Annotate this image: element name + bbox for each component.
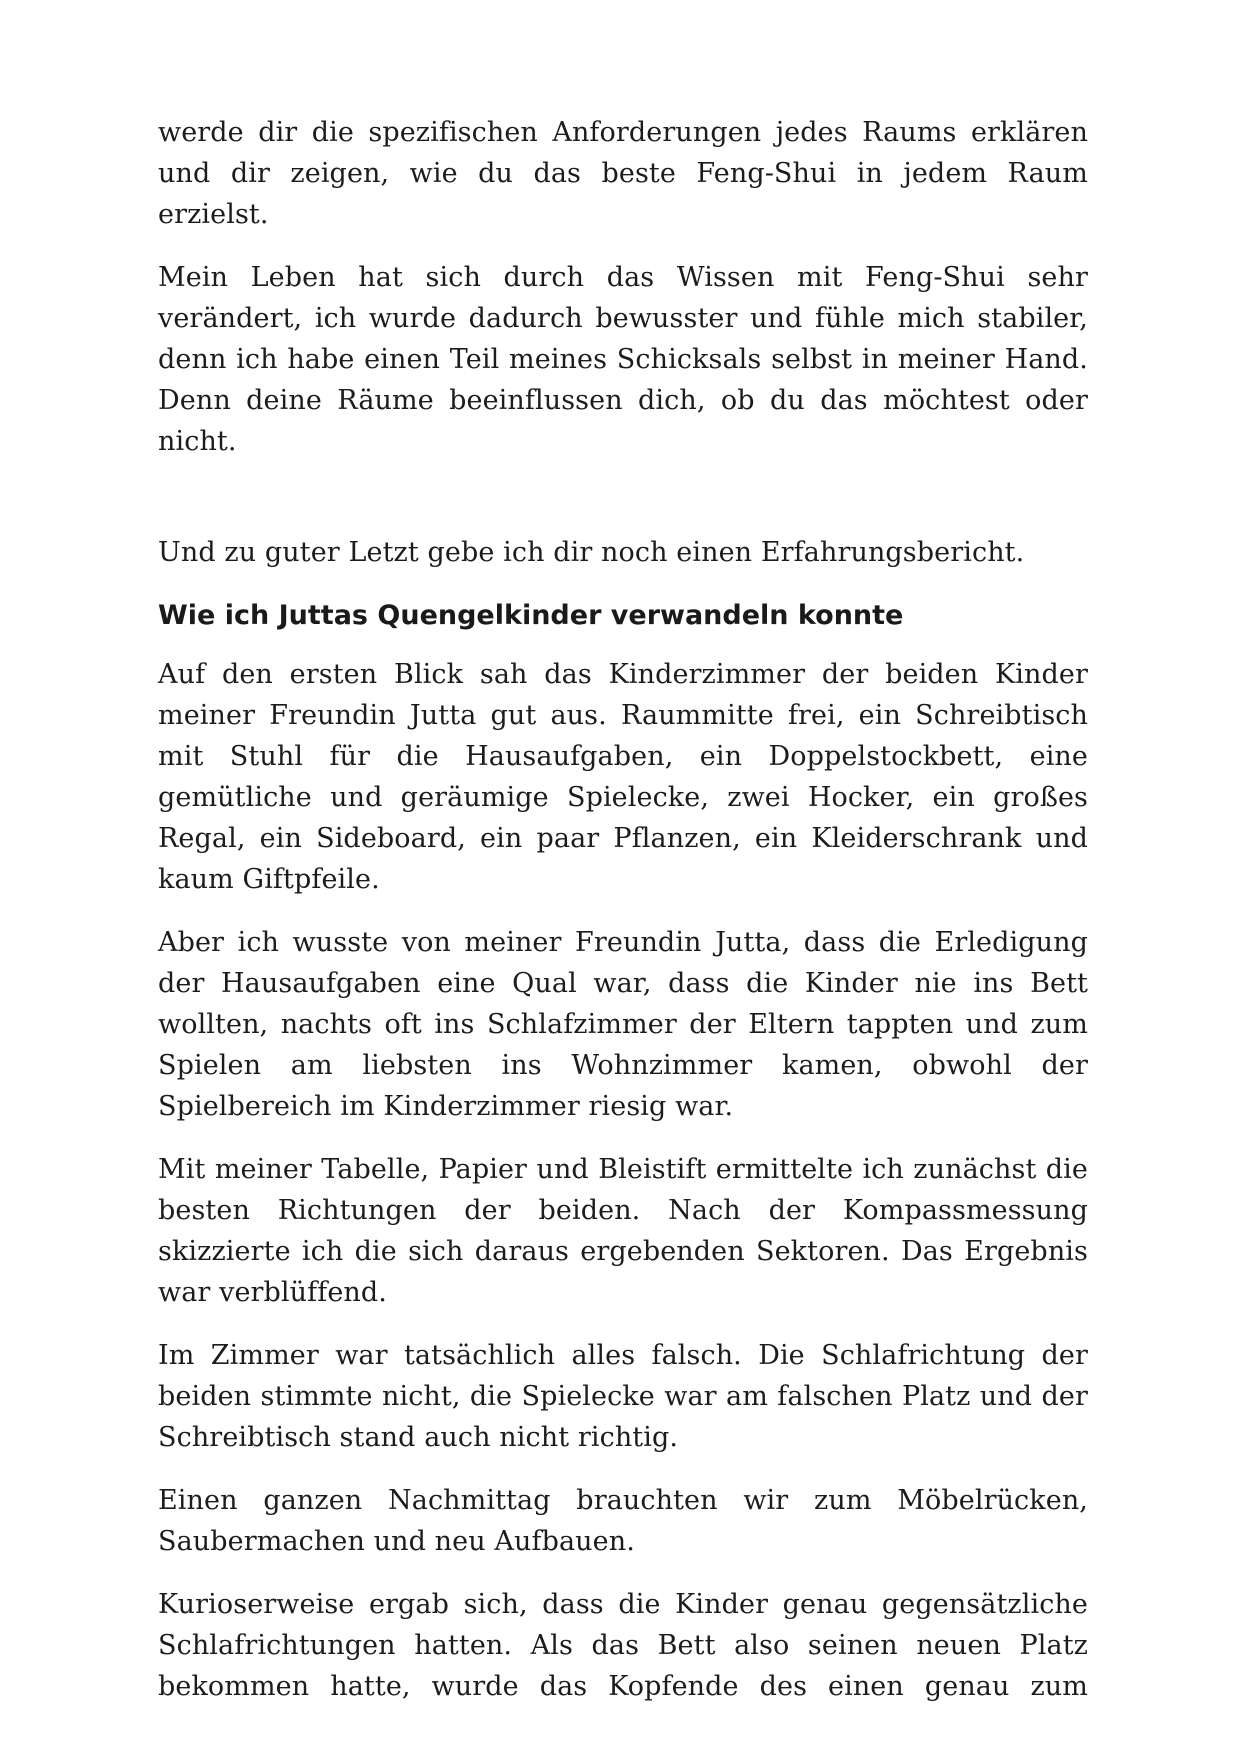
document-page (158, 112, 1088, 1729)
paragraph-intro-end: werde dir die spezifischen Anforderungen jedes Raums erklären und dir zeigen, wie du das beste Feng-Shui in jedem Raum erzielst. (158, 117, 1088, 230)
paragraph-opposite-directions: Kurioserweise ergab sich, dass die Kinder genau gegensätzliche Schlafrichtungen hatten. Als das Bett also seinen neuen Platz bekommen hatte, wurde das Kopfende des einen genau zum (158, 1589, 1088, 1702)
paragraph-afternoon: Einen ganzen Nachmittag brauchten wir zum Möbelrücken, Saubermachen und neu Aufbauen. (158, 1485, 1088, 1557)
paragraph-jutta-knowledge: Aber ich wusste von meiner Freundin Jutta, dass die Erledigung der Hausaufgaben eine Qual war, dass die Kinder nie ins Bett wollten, nachts oft ins Schlafzimmer der Eltern tappten und zum Spielen am liebsten ins Wohnzimmer kamen, obwohl der Spielbereich im Kinderzimmer riesig war. (158, 927, 1088, 1122)
paragraph-first-look: Auf den ersten Blick sah das Kinderzimmer der beiden Kinder meiner Freundin Jutta gut aus. Raummitte frei, ein Schreibtisch mit Stuhl für die Hausaufgaben, ein Doppelstockbett, eine gemütliche und geräumige Spielecke, zwei Hocker, ein großes Regal, ein Sideboard, ein paar Pflanzen, ein Kleiderschrank und kaum Giftpfeile. (158, 659, 1088, 895)
paragraph-measurement: Mit meiner Tabelle, Papier und Bleistift ermittelte ich zunächst die besten Richtungen der beiden. Nach der Kompassmessung skizzierte ich die sich daraus ergebenden Sektoren. Das Ergebnis war verblüffend. (158, 1154, 1088, 1308)
paragraph-life-changed: Mein Leben hat sich durch das Wissen mit Feng-Shui sehr verändert, ich wurde dadurch bewusster und fühle mich stabiler, denn ich habe einen Teil meines Schicksals selbst in meiner Hand. Denn deine Räume beeinflussen dich, ob du das möchtest oder nicht. (158, 262, 1088, 457)
section-heading: Wie ich Juttas Quengelkinder verwandeln konnte (158, 600, 904, 631)
paragraph-report-intro: Und zu guter Letzt gebe ich dir noch einen Erfahrungsbericht. (158, 537, 1025, 568)
paragraph-all-wrong: Im Zimmer war tatsächlich alles falsch. Die Schlafrichtung der beiden stimmte nicht, die Spielecke war am falschen Platz und der Schreibtisch stand auch nicht richtig. (158, 1340, 1088, 1453)
